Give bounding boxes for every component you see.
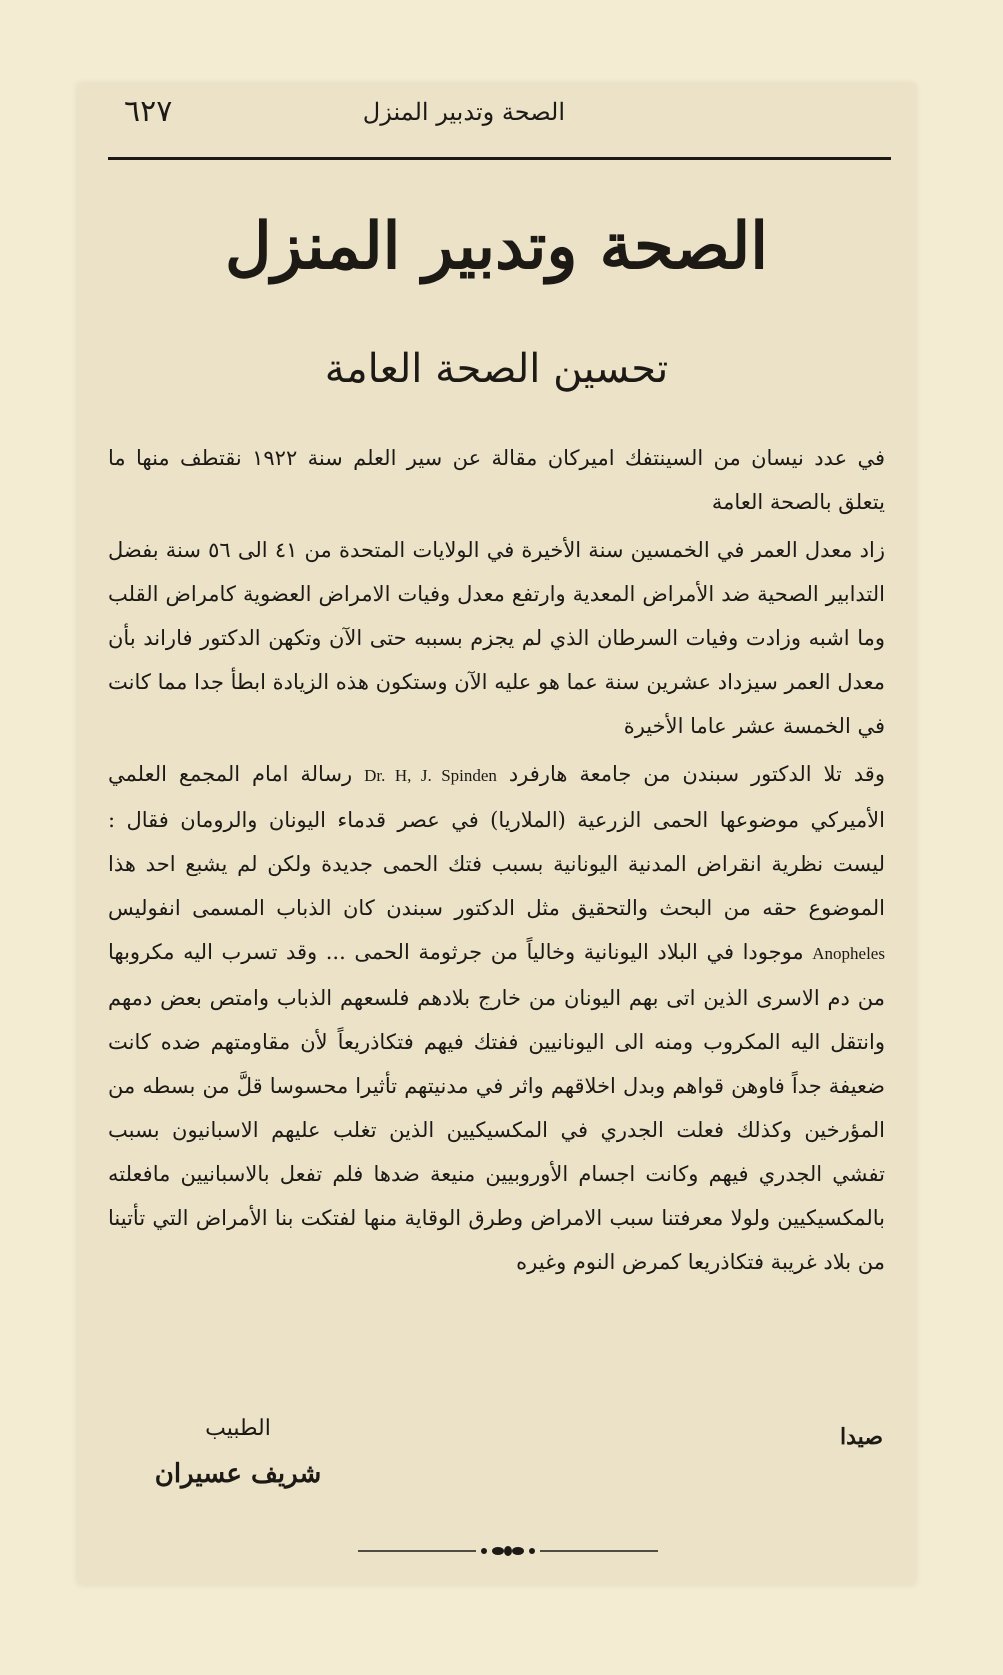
author-location [840, 1424, 883, 1450]
location-name: صيدا [840, 1424, 883, 1450]
article-body [108, 436, 885, 1288]
page-number: ٦٢٧ [124, 94, 173, 129]
latin-name-spinden: Dr. H, J. Spinden [364, 766, 497, 785]
paragraph-intro: في عدد نيسان من السينتفك اميركان مقالة عن سير العلم سنة ١٩٢٢ نقتطف منها ما يتعلق بالصحة العامة [108, 446, 885, 514]
latin-term-anopheles: Anopheles [812, 944, 885, 963]
running-head [78, 84, 915, 154]
article-subtitle: تحسين الصحة العامة [324, 346, 669, 392]
ornament-divider [358, 1541, 658, 1561]
header-rule [108, 157, 891, 160]
paragraph-malaria-part3: موجودا في البلاد اليونانية وخالياً من جرثومة الحمى ... وقد تسرب اليه مكروبها من دم الاسرى الذين اتى بهم اليونان من خارج بلادهم فلسعهم الذباب وامتص بعض دمهم وانتقل اليه المكروب ومنه الى اليونانيين ففتك فيهم فتكاذريعاً لأن مقاومتهم ضده كانت ضعيفة جداً فاوهن قواهم وبدل اخلاقهم واثر في مدنيتهم تأثيرا محسوسا قلَّ من بسطه من المؤرخين وكذلك فعلت الجدري في المكسيكيين الذين تغلب عليهم الاسبانيون بسبب تفشي الجدري فيهم وكانت اجسام الأوروبيين منيعة ضدها فلم تفعل بالاسبانيين مافعلته بالمكسيكيين ولولا معرفتنا سبب الامراض وطرق الوقاية منها لفتكت بنا الأمراض التي تأتينا من بلاد غريبة فتكاذريعا كمرض النوم وغيره [108, 940, 885, 1274]
paragraph-malaria [108, 752, 885, 1284]
paragraph-life-expectancy: زاد معدل العمر في الخمسين سنة الأخيرة في الولايات المتحدة من ٤١ الى ٥٦ سنة بفضل التدابير الصحية ضد الأمراض المعدية وارتفع معدل وفيات الامراض العضوية كامراض القلب وما اشبه وزادت وفيات السرطان الذي لم يجزم بسببه حتى الآن وتكهن الدكتور فاراند بأن معدل العمر سيزداد عشرين سنة عما هو عليه الآن وستكون هذه الزيادة ابطأ جدا مما كانت في الخمسة عشر عاما الأخيرة [108, 538, 886, 738]
paragraph-malaria-part1: وقد تلا الدكتور سبندن من جامعة هارفرد [508, 762, 885, 786]
book-page [78, 84, 915, 1584]
running-head-title: الصحة وتدبير المنزل [362, 98, 565, 126]
author-name: شريف عسيران [154, 1459, 322, 1489]
author-signature [118, 1414, 358, 1498]
author-role: الطبيب [205, 1416, 271, 1441]
paragraph-malaria-part2: رسالة امام المجمع العلمي الأميركي موضوعها الحمى الزرعية (الملاريا) في عصر قدماء اليونان والرومان فقال : ليست نظرية انقراض المدنية اليونانية بسبب فتك الحمى جديدة ولكن لم يشبع احد هذا الموضوع حقه من البحث والتحقيق مثل الدكتور سبندن كان الذباب المسمى انفوليس [108, 762, 885, 920]
section-title: الصحة وتدبير المنزل [224, 209, 769, 284]
